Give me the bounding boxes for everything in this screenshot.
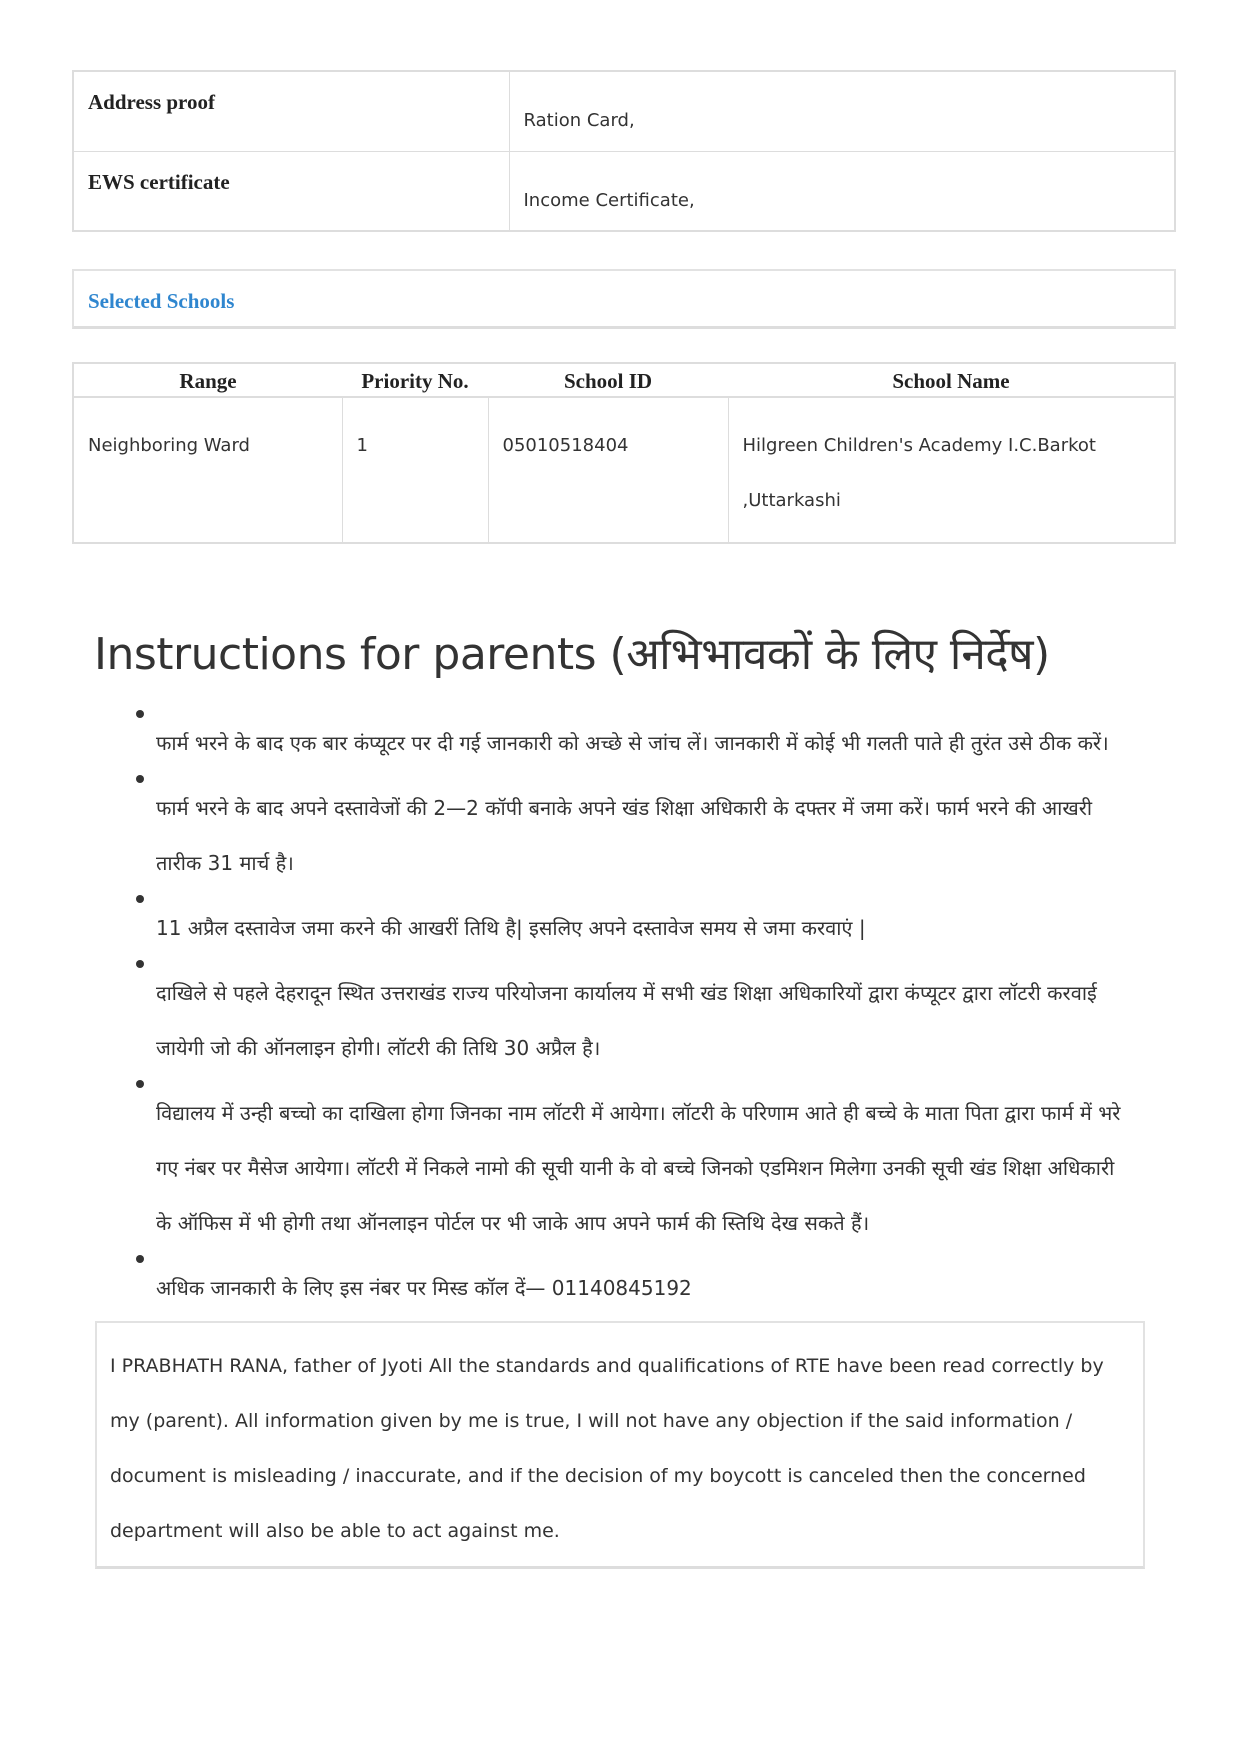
- selected-schools-title: Selected Schools: [88, 289, 235, 313]
- instruction-text: दाखिले से पहले देहरादून स्थित उत्तराखंड राज्य परियोजना कार्यालय में सभी खंड शिक्षा अधिकारियों द्वारा कंप्यूटर द्वारा लॉटरी करवाई जायेगी जो की ऑनलाइन होगी। लॉटरी की तिथि 30 अप्रैल है।: [156, 981, 1097, 1060]
- instruction-item: [120, 1076, 1130, 1251]
- table-row: [73, 151, 1175, 231]
- bullet-icon: [136, 960, 144, 968]
- instructions-title: Instructions for parents (अभिभावकों के लिए निर्देष): [94, 629, 1050, 680]
- table-row: [73, 71, 1175, 151]
- table-row: [73, 397, 1175, 543]
- bullet-icon: [136, 895, 144, 903]
- schools-table: [72, 362, 1176, 544]
- column-header-range: Range: [73, 363, 342, 397]
- document-value: Ration Card,: [509, 71, 1175, 151]
- instructions-list: [120, 706, 1130, 1316]
- declaration-box: [95, 1321, 1145, 1569]
- table-header-row: [73, 363, 1175, 397]
- priority-cell: [342, 397, 488, 543]
- school-id-value: 05010518404: [502, 435, 629, 456]
- column-header-school-name: School Name: [728, 363, 1175, 397]
- column-header-school-id: School ID: [488, 363, 728, 397]
- instruction-item: [120, 771, 1130, 891]
- bullet-icon: [136, 1080, 144, 1088]
- selected-schools-panel: [72, 269, 1176, 329]
- instruction-item: [120, 891, 1130, 956]
- instruction-text: अधिक जानकारी के लिए इस नंबर पर मिस्ड कॉल दें— 01140845192: [156, 1276, 692, 1300]
- documents-table: [72, 70, 1176, 232]
- priority-value: 1: [356, 435, 368, 456]
- instruction-item: [120, 956, 1130, 1076]
- column-header-priority: Priority No.: [342, 363, 488, 397]
- bullet-icon: [136, 1255, 144, 1263]
- instruction-text: फार्म भरने के बाद अपने दस्तावेजों की 2—2 कॉपी बनाके अपने खंड शिक्षा अधिकारी के दफ्तर में जमा करें। फार्म भरने की आखरी तारीक 31 मार्च है।: [156, 796, 1093, 875]
- instruction-text: फार्म भरने के बाद एक बार कंप्यूटर पर दी गई जानकारी को अच्छे से जांच लें। जानकारी में कोई भी गलती पाते ही तुरंत उसे ठीक करें।: [156, 731, 1109, 755]
- bullet-icon: [136, 710, 144, 718]
- document-label: Address proof: [73, 71, 509, 151]
- document-label: EWS certificate: [73, 151, 509, 231]
- school-name-cell: [728, 397, 1175, 543]
- bullet-icon: [136, 775, 144, 783]
- instruction-text: 11 अप्रैल दस्तावेज जमा करने की आखरीं तिथि है| इसलिए अपने दस्तावेज समय से जमा करवाएं |: [156, 916, 866, 940]
- range-value: Neighboring Ward: [88, 435, 250, 456]
- school-name-value: Hilgreen Children's Academy I.C.Barkot ,Uttarkashi: [742, 435, 1096, 511]
- range-cell: [73, 397, 342, 543]
- instruction-text: विद्यालय में उन्ही बच्चो का दाखिला होगा जिनका नाम लॉटरी में आयेगा। लॉटरी के परिणाम आते ही बच्चे के माता पिता द्वारा फार्म में भरे गए नंबर पर मैसेज आयेगा। लॉटरी में निकले नामो की सूची यानी के वो बच्चे जिनको एडमिशन मिलेगा उनकी सूची खंड शिक्षा अधिकारी के ऑफिस में भी होगी तथा ऑनलाइन पोर्टल पर भी जाके आप अपने फार्म की स्तिथि देख सकते हैं।: [156, 1101, 1121, 1235]
- declaration-text: I PRABHATH RANA, father of Jyoti All the standards and qualifications of RTE have been read correctly by my (parent). All information given by me is true, I will not have any objection if the said information / document is misleading / inaccurate, and if the decision of my boycott is canceled then the concerned department will also be able to act against me.: [110, 1355, 1104, 1542]
- instruction-item: [120, 706, 1130, 771]
- instruction-item: [120, 1251, 1130, 1316]
- document-value: Income Certificate,: [509, 151, 1175, 231]
- school-id-cell: [488, 397, 728, 543]
